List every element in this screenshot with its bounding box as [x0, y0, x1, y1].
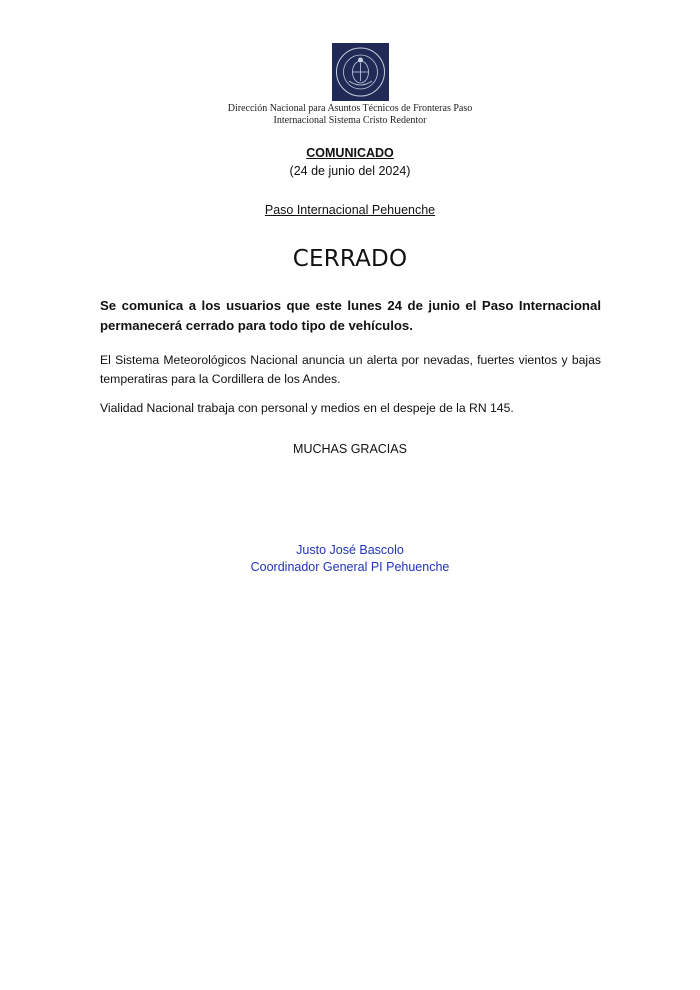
announcement-paragraph: Se comunica a los usuarios que este lunes 24 de junio el Paso Internacional permanecerá cerrado para todo tipo de vehículos. — [100, 298, 601, 333]
roads-paragraph: Vialidad Nacional trabaja con personal y medios en el despeje de la RN 145. — [100, 401, 514, 415]
communique-date: (24 de junio del 2024) — [289, 164, 411, 178]
coat-of-arms-icon — [332, 43, 389, 101]
status-heading: CERRADO — [292, 246, 408, 272]
header-line-2: Internacional Sistema Cristo Redentor — [273, 115, 427, 126]
thanks-text: MUCHAS GRACIAS — [293, 442, 407, 456]
signature-name: Justo José Bascolo — [296, 543, 404, 557]
weather-paragraph: El Sistema Meteorológicos Nacional anuncia un alerta por nevadas, fuertes vientos y bajas temperatiras para la Cordillera de los Andes. — [100, 353, 601, 386]
communique-title: COMUNICADO — [306, 146, 394, 160]
crossing-name: Paso Internacional Pehuenche — [264, 203, 436, 217]
signature-role: Coordinador General PI Pehuenche — [250, 560, 450, 574]
header-line-1: Dirección Nacional para Asuntos Técnicos de Fronteras Paso — [227, 103, 473, 114]
